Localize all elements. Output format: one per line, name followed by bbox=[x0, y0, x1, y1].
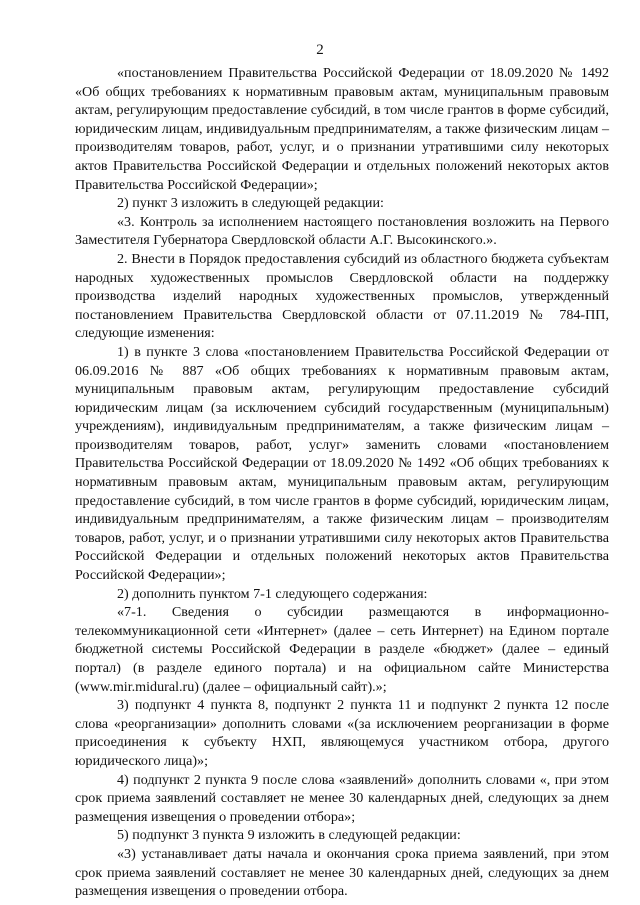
paragraph: «3. Контроль за исполнением настоящего постановления возложить на Первого Заместителя Губернатора Свердловской области А.Г. Высокинского.». bbox=[75, 213, 609, 249]
paragraph: «3) устанавливает даты начала и окончания срока приема заявлений, при этом срок приема заявлений составляет не менее 30 календарных дней, следующих за днем размещения извещения о проведении отбора. bbox=[75, 845, 609, 900]
paragraph: 4) подпункт 2 пункта 9 после слова «заявлений» дополнить словами «, при этом срок приема заявлений составляет не менее 30 календарных дней, следующих за днем размещения извещения о проведении отбора»; bbox=[75, 771, 609, 825]
paragraph: 2. Внести в Порядок предоставления субсидий из областного бюджета субъектам народных художественных промыслов Свердловской области на поддержку производства изделий народных художественных промыслов, утвержденный постановлением Правительства Свердловской области от 07.11.2019 № 784-ПП, следующие изменения: bbox=[75, 250, 609, 342]
paragraph: «постановлением Правительства Российской Федерации от 18.09.2020 № 1492 «Об общих требованиях к нормативным правовым актам, муниципальным правовым актам, регулирующим предоставление субсидий, в том числе грантов в форме субсидий, юридическим лицам, индивидуальным предпринимателям, а также физическим лицам – производителям товаров, работ, услуг, и о признании утратившими силу некоторых актов Правительства Российской Федерации и отдельных положений некоторых актов Правительства Российской Федерации»; bbox=[75, 65, 609, 193]
paragraph: 3) подпункт 4 пункта 8, подпункт 2 пункта 11 и подпункт 2 пункта 12 после слова «реорганизации» дополнить словами «(за исключением реорганизации в форме присоединения к субъекту НХП, являющемуся участником отбора, другого юридического лица)»; bbox=[75, 697, 609, 769]
page-number: 2 bbox=[316, 42, 324, 58]
paragraph: 2) пункт 3 изложить в следующей редакции: bbox=[117, 195, 384, 212]
document-body bbox=[75, 64, 609, 901]
paragraph: 5) подпункт 3 пункта 9 изложить в следующей редакции: bbox=[117, 827, 461, 844]
paragraph: 1) в пункте 3 слова «постановлением Правительства Российской Федерации от 06.09.2016 № 887 «Об общих требованиях к нормативным правовым актам, муниципальным правовым актам, регулирующим предоставление субсидий юридическим лицам (за исключением субсидий государственным (муниципальным) учреждениям), индивидуальным предпринимателям, а также физическим лицам – производителям товаров, работ, услуг» заменить словами «постановлением Правительства Российской Федерации от 18.09.2020 № 1492 «Об общих требованиях к нормативным правовым актам, муниципальным правовым актам, регулирующим предоставление субсидий, в том числе грантов в форме субсидий, юридическим лицам, индивидуальным предпринимателям, а также физическим лицам – производителям товаров, работ, услуг, и о признании утратившими силу некоторых актов Правительства Российской Федерации и отдельных положений некоторых актов Правительства Российской Федерации»; bbox=[75, 343, 609, 584]
paragraph: 2) дополнить пунктом 7-1 следующего содержания: bbox=[117, 585, 428, 602]
paragraph: «7-1. Сведения о субсидии размещаются в информационно-телекоммуникационной сети «Интернет» (далее – сеть Интернет) на Едином портале бюджетной системы Российской Федерации в разделе «бюджет» (далее – единый портал) (в разделе единого портала) и на официальном сайте Министерства (www.mir.midural.ru) (далее – официальный сайт).»; bbox=[75, 604, 609, 695]
